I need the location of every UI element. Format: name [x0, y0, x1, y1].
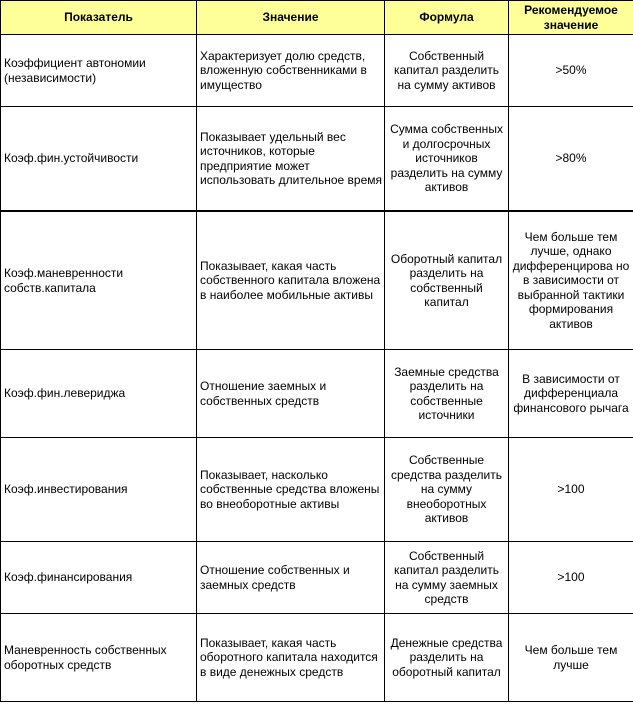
- recommended-cell: >50%: [509, 35, 633, 107]
- meaning-cell: Характеризует долю средств, вложенную собственниками в имущество: [197, 35, 385, 107]
- table-row: [1, 350, 633, 438]
- recommended-cell: В зависимости от дифференциала финансового рычага: [509, 350, 633, 438]
- meaning-cell: Показывает, какая часть собственного капитала вложена в наиболее мобильные активы: [197, 211, 385, 350]
- meaning-cell: Показывает, какая часть оборотного капитала находится в виде денежных средств: [197, 614, 385, 702]
- recommended-cell: >100: [509, 542, 633, 614]
- indicator-cell: Коэф.маневренности собств.капитала: [1, 211, 197, 350]
- meaning-cell: Отношение заемных и собственных средств: [197, 350, 385, 438]
- formula-cell: Денежные средства разделить на оборотный капитал: [385, 614, 509, 702]
- recommended-cell: >100: [509, 438, 633, 542]
- indicator-cell: Коэф.фин.левериджа: [1, 350, 197, 438]
- table-header-row: [1, 1, 633, 35]
- formula-cell: Собственный капитал разделить на сумму заемных средств: [385, 542, 509, 614]
- formula-cell: Сумма собственных и долгосрочных источников разделить на сумму активов: [385, 107, 509, 212]
- meaning-cell: Отношение собственных и заемных средств: [197, 542, 385, 614]
- table-row: [1, 614, 633, 702]
- table-row: [1, 438, 633, 542]
- formula-cell: Заемные средства разделить на собственные источники: [385, 350, 509, 438]
- indicator-cell: Маневренность собственных оборотных средств: [1, 614, 197, 702]
- table-row: [1, 542, 633, 614]
- formula-cell: Оборотный капитал разделить на собственный капитал: [385, 211, 509, 350]
- header-formula: Формула: [385, 1, 509, 35]
- indicator-cell: Коэф.инвестирования: [1, 438, 197, 542]
- recommended-cell: Чем больше тем лучше, однако дифференцирова но в зависимости от выбранной тактики формирования активов: [509, 211, 633, 350]
- meaning-cell: Показывает, насколько собственные средства вложены во внеоборотные активы: [197, 438, 385, 542]
- header-indicator: Показатель: [1, 1, 197, 35]
- header-recommended: Рекомендуемое значение: [509, 1, 633, 35]
- formula-cell: Собственные средства разделить на сумму внеоборотных активов: [385, 438, 509, 542]
- table-row: [1, 35, 633, 107]
- formula-cell: Собственный капитал разделить на сумму активов: [385, 35, 509, 107]
- indicator-cell: Коэф.фин.устойчивости: [1, 107, 197, 212]
- table-row: [1, 211, 633, 350]
- table-row: [1, 107, 633, 212]
- meaning-cell: Показывает удельный вес источников, которые предприятие может использовать длительное время: [197, 107, 385, 212]
- indicator-cell: Коэф.финансирования: [1, 542, 197, 614]
- header-meaning: Значение: [197, 1, 385, 35]
- recommended-cell: >80%: [509, 107, 633, 212]
- recommended-cell: Чем больше тем лучше: [509, 614, 633, 702]
- indicator-cell: Коэффициент автономии (независимости): [1, 35, 197, 107]
